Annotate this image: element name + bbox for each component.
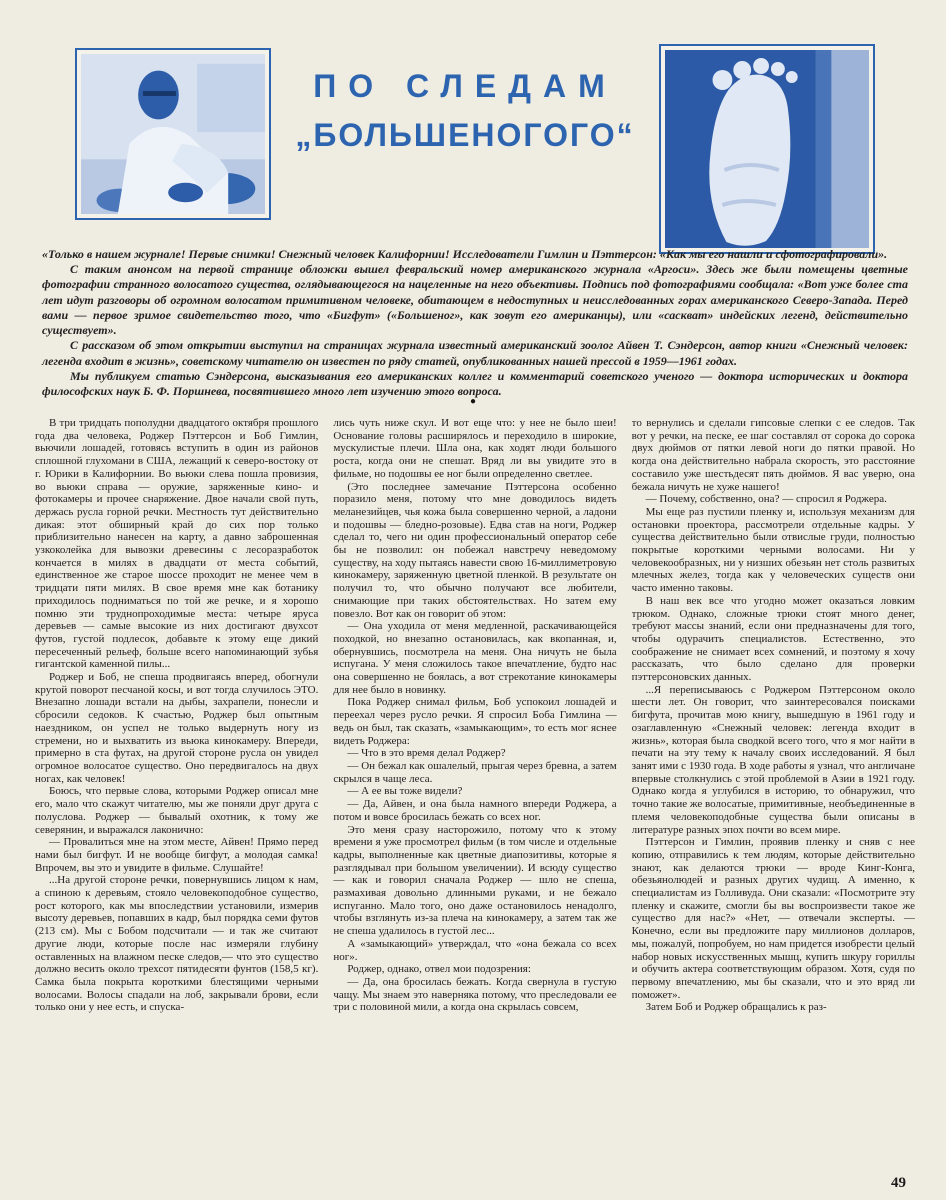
paragraph: В наш век все что угодно может оказаться ловким трюком. Однако, сложные трюки стоят много денег, требуют массы знаний, если они предназначены для того, чтобы одурачить специалистов. Естественно, это соображение не снимает всех сомнений, и поэтому я хочу рассказать, что было сделано для проверки пэттерсоновских данных. — [631, 594, 915, 684]
header — [35, 28, 915, 240]
page-title-line2: „БОЛЬШЕНОГОГО“ — [295, 117, 635, 153]
paragraph: лись чуть ниже скул. И вот еще что: у нее не было шеи! Основание головы расширялось и переходило в широкие, мускулистые плечи. Шла она, как ходят люди большого роста, когда они не спешат. Вряд ли вы увидите это в фильме, но подошвы ее ног были определенно светлее. — [333, 417, 617, 480]
paragraph: (Это последнее замечание Пэттерсона особенно поразило меня, потому что мне доводилось видеть меланезийцев, чья кожа была совершенно черной, а ладони и подошвы — бледно-розовые). Едва став на ноги, Роджер сделал то, чего ни один профессиональный оператор себе бы не позволил: он побежал навстречу неведомому существу, на ходу пытаясь навести свою 16-миллиметровую кинокамеру, заряженную цветной пленкой. В результате он получил то, что обычно получают все любители, снимающие при таких обстоятельствах. Но затем ему повезло. Вот как он говорит об этом: — [333, 480, 617, 620]
paragraph: — Почему, собственно, она? — спросил я Роджера. — [645, 493, 887, 506]
paragraph: Мы еще раз пустили пленку и, используя механизм для остановки проектора, рассмотрели отдельные кадры. У существа действительно были отвислые груди, полностью покрытые короткими черными волосами. Ни у человекообразных, ни у низших обезьян нет столь развитых млечных желез, тогда как у человеческих существ они часто именно таковы. — [631, 505, 915, 595]
paragraph: Затем Боб и Роджер обращались к раз- — [645, 1001, 827, 1014]
article-column-2 — [333, 417, 616, 1173]
paragraph: то вернулись и сделали гипсовые слепки с ее следов. Так вот у речки, на песке, ее шаг составлял от сорока до сорока двух дюймов от пятки левой ноги до пятки правой. Но когда она действительно набрала скорость, это расстояние составило уже шестьдесят пять дюймов. Я вас уверю, она бежала ничуть не хуже нашего! — [631, 417, 915, 493]
intro-lead — [42, 247, 908, 399]
paragraph: — Она уходила от меня медленной, раскачивающейся походкой, но внезапно остановилась, как вкопанная, и, обернувшись, посмотрела на меня. Она ничуть не была испугана. У меня сложилось такое впечатление, будто нас она совершенно не боялась, а вот стрекотание кинокамеры для нее было в новинку. — [333, 620, 617, 696]
page-title — [275, 68, 655, 154]
section-separator-dot: ● — [469, 396, 477, 407]
photo-bigfoot-sole — [659, 44, 875, 254]
paragraph: Роджер, однако, отвел мои подозрения: — [347, 963, 531, 976]
paragraph: — Он бежал как ошалелый, прыгая через бревна, а затем скрылся в чаще леса. — [333, 759, 617, 785]
paragraph: А «замыкающий» утверждал, что «она бежала со всех ног». — [333, 937, 617, 963]
paragraph: С таким анонсом на первой странице обложки вышел февральский номер американского журнала «Аргоси». Здесь же были помещены цветные фотографии странного волосатого существа, оглядывающегося на нацеленные на него объективы. Подпись под фотографиями сообщала: «Вот уже более ста лет идут разговоры об огромном волосатом примитивном человеке, обитающем в недоступных и неисследованных горах американского Северо-Запада. Перед вами — первое зримое свидетельство того, что «Бигфут» («Большеног», как зовут его американцы), или «саскват» индейских легенд, действительно существует». — [42, 262, 908, 338]
paragraph: Роджер и Боб, не спеша продвигаясь вперед, обогнули крутой поворот песчаной косы, и вот тогда случилось ЭТО. Внезапно лошади встали на дыбы, захрапели, понесли и сбросили седоков. К счастью, Роджер был опытным наездником, он успел не только выдернуть ногу из стремени, но и выхватить из вьюка кинокамеру. Впереди, примерно в ста футах, на другой стороне русла он увидел огромное волосатое существо. Оно передвигалось на двух ногах, как человек! — [35, 671, 319, 785]
article-body — [35, 417, 915, 1173]
paragraph: — Что в это время делал Роджер? — [347, 747, 506, 760]
paragraph: — Да, она бросилась бежать. Когда свернула в густую чащу. Мы знаем это наверняка потому, что преследовали ее три с половиной мили, а когда она скрылась совсем, — [333, 975, 617, 1014]
paragraph: Пока Роджер снимал фильм, Боб успокоил лошадей и переехал через русло речки. Я спросил Боба Гимлина — ведь он был, так сказать, «замыкающим», то есть мог яснее видеть Роджера: — [333, 696, 617, 747]
paragraph: ...Я переписываюсь с Роджером Пэттерсоном около шести лет. Он говорит, что заинтересовался поисками бигфута, прочитав мою книгу, вышедшую в 1961 году и озаглавленную «Снежный человек: легенда входит в жизнь», которая была сводкой всего того, что я мог найти в печати на эту тему к началу своих исследований. Я был занят ими с 1930 года. В ходе работы я узнал, что англичане впервые столкнулись с этой проблемой в Азии в 1921 году. Однако когда я углубился в историю, то обнаружил, что точно такие же волосатые, примитивные, необъединенные в племя человекоподобные существа были описаны в литературе разных эпох почти во всем мире. — [631, 683, 915, 836]
researcher-photo-image — [81, 54, 265, 214]
bigfoot-sole-photo-image — [665, 50, 869, 248]
article-column-1 — [35, 417, 318, 1173]
paragraph: — Провалиться мне на этом месте, Айвен! Прямо перед нами был бигфут. И не вообще бигфут, а молодая самка! Впрочем, вы это и увидите в фильме. Слушайте! — [35, 836, 319, 874]
paragraph: — Да, Айвен, и она была намного впереди Роджера, а потом и вовсе бросилась бежать со всех ног. — [333, 798, 617, 823]
paragraph: Пэттерсон и Гимлин, проявив пленку и сняв с нее копию, отправились к тем людям, которые действительно знают, как делаются трюки — вроде Кинг-Конга, обезьянолюдей и разных других чудищ. А именно, к специалистам из Голливуда. Они сказали: «Посмотрите эту пленку и скажите, смогли бы вы воспроизвести такое же существо для нас?» «Нет, — отвечали эксперты. — Конечно, если вы предложите пару миллионов долларов, мы, пожалуй, попробуем, но нам придется изобрести целый набор новых искусственных мышц, купить шкуру гориллы и обучить актера соответствующим образом. Хотя, судя по первому впечатлению, мы бы сказали, что и это вряд ли поможет». — [631, 836, 915, 1001]
paragraph: С рассказом об этом открытии выступил на страницах журнала известный американский зоолог Айвен Т. Сэндерсон, автор книги «Снежный человек: легенда входит в жизнь», советскому читателю он известен по ряду статей, опубликованных нашей прессой в 1959—1961 годах. — [42, 338, 908, 368]
paragraph: Мы публикуем статью Сэндерсона, высказывания его американских коллег и комментарий советского ученого — доктора исторических и доктора философских наук Б. Ф. Поршнева, посвятившего много лет изучению этого вопроса. — [42, 368, 908, 399]
paragraph: «Только в нашем журнале! Первые снимки! Снежный человек Калифорнии! Исследователи Гимлин и Пэттерсон: «Как мы его нашли и сфотографировали». — [42, 247, 888, 261]
page-title-line1: ПО СЛЕДАМ — [313, 68, 617, 104]
page-number: 49 — [891, 1175, 906, 1191]
paragraph: В три тридцать пополудни двадцатого октября прошлого года два человека, Роджер Пэттерсон и Боб Гимлин, вьючили лошадей, готовясь вступить в один из районов сплошной глухомани в США, лежащий к северо-востоку от г. Юрики в Калифорнии. Во вьюки слева пошла провизия, во вьюки справа — оружие, заряженные кино- и фотокамеры и прочее снаряжение. Двое начали свой путь, держась русла горной речки. Местность тут действительно дикая: этот обширный край до сих пор только приблизительно нанесен на карту, а давно заброшенная узкоколейка для вывозки древесины с лесоразработок кончается в милях в двадцати от места событий, единственное же старое шоссе проходит не менее чем в тридцати пяти милях. В свое время мне как ботанику приходилось подниматься по той же речке, и я хорошо помню эти труднопроходимые места: четыре яруса деревьев — самые высокие из них достигают двухсот футов, густой подлесок, добавьте к этому еще дикий пересеченный рельеф, больше всего напоминающий зубья гигантской каменной пилы... — [35, 417, 319, 671]
paragraph: Боюсь, что первые слова, которыми Роджер описал мне его, мало что скажут читателю, мы же поняли друг друга с полуслова. Роджер — бывалый охотник, к тому же северянин, и выражался лаконично: — [35, 785, 319, 836]
photo-researcher — [75, 48, 271, 220]
paragraph: — А ее вы тоже видели? — [347, 785, 463, 798]
paragraph: Это меня сразу насторожило, потому что к этому времени я уже просмотрел фильм (в том числе и отдельные кадры, выполненные как цветные диапозитивы, которые я разглядывал при большом увеличении). И всюду существо — как и говорил сначала Роджер — шло не спеша, размахивая довольно длинными руками, и не бежало испуганно. Мало того, оно даже остановилось ненадолго, чтобы взглянуть из-за плеча на кинокамеру, а затем так же не спеша удалилось в густой лес... — [333, 823, 617, 938]
article-column-3 — [632, 417, 915, 1173]
paragraph: ...На другой стороне речки, повернувшись лицом к нам, а спиною к деревьям, стояло человекоподобное существо, рост которого, как мы впоследствии установили, измерив высоту деревьев, попавших в кадр, был порядка семи футов (213 см). Мы с Бобом подсчитали — и так же считают другие люди, которые после нас измеряли глубину оставленных на влажном песке следов,— что это существо должно весить около трехсот пятидесяти фунтов (158,5 кг). Самка была покрыта короткими блестящими черными волосами. Волосы спадали на лоб, закрывали брови, если только они у нее есть, и спуска- — [35, 874, 319, 1014]
